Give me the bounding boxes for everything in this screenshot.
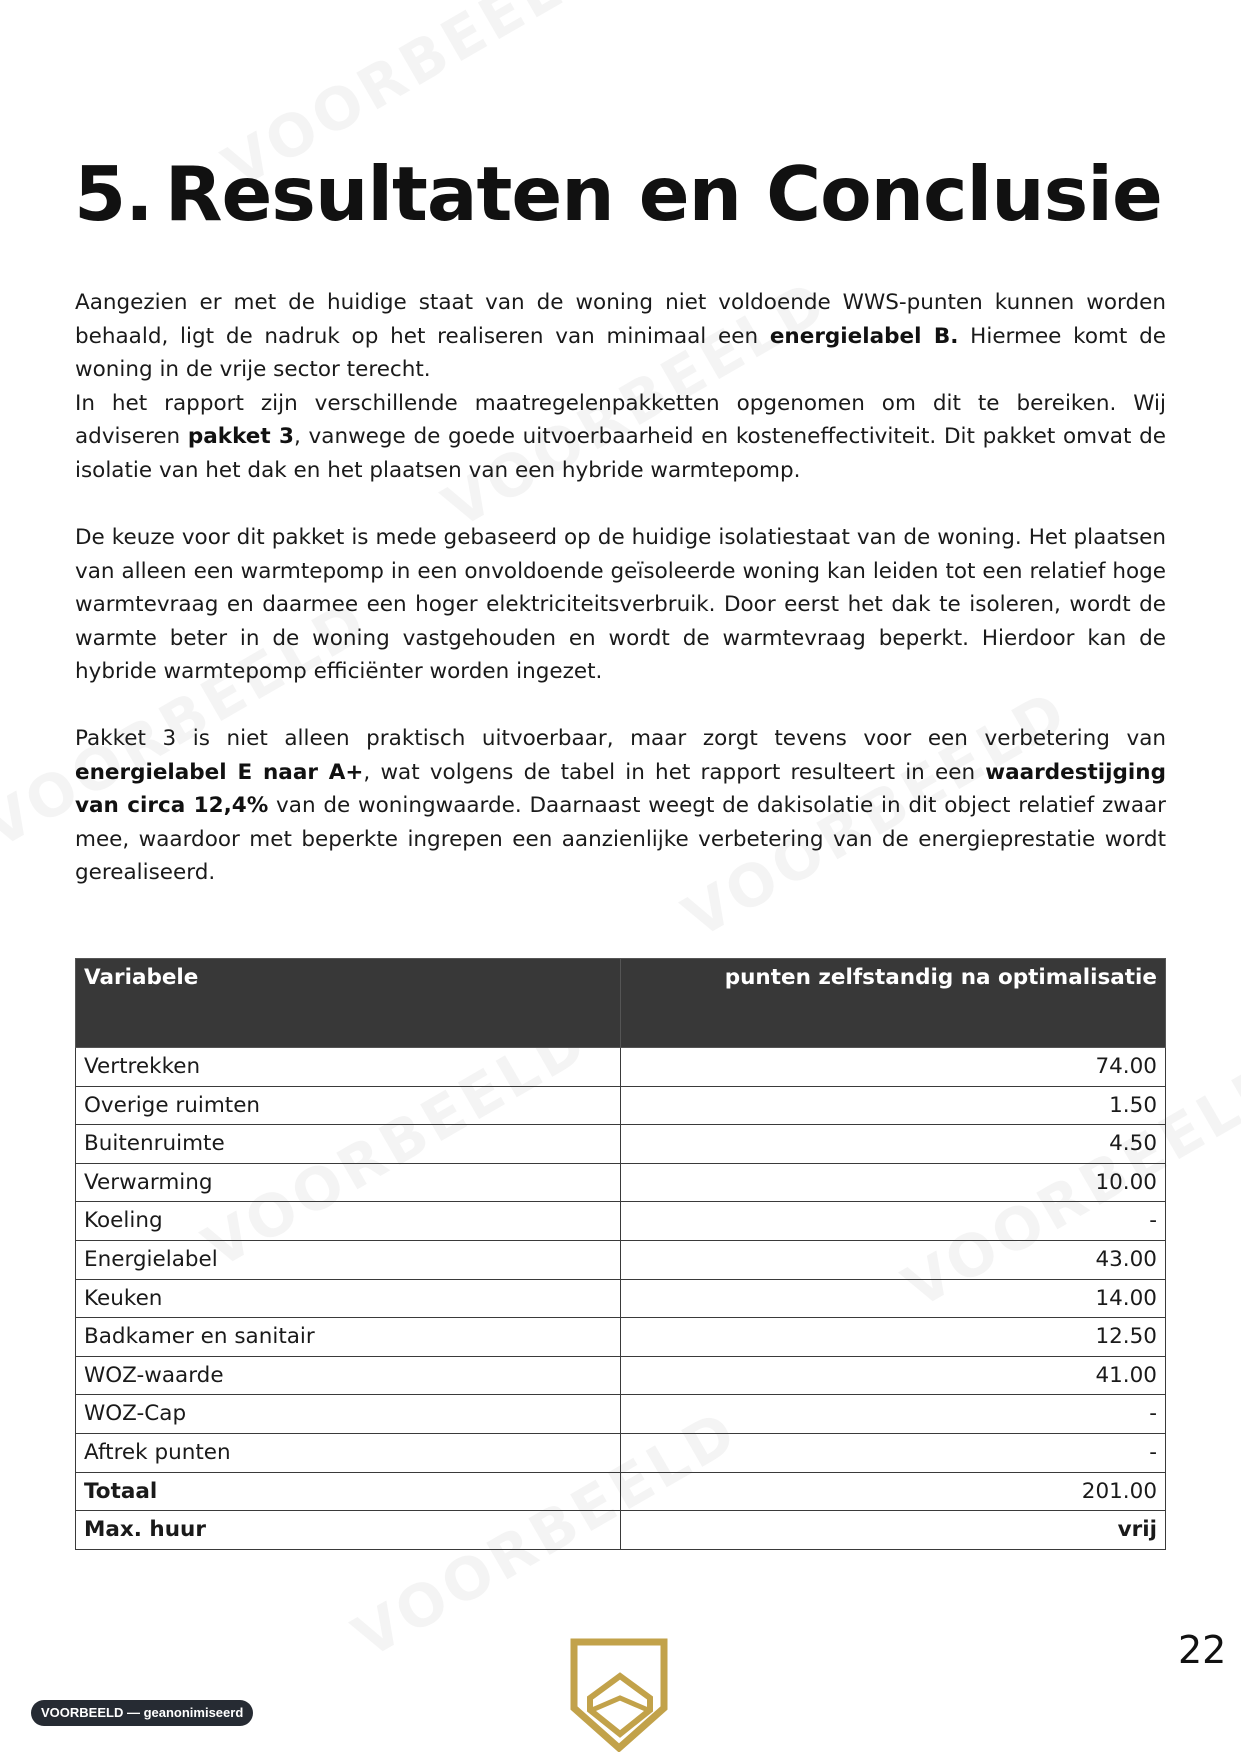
table-row — [76, 1086, 1166, 1125]
table-row — [76, 1511, 1166, 1550]
paragraph-text: Aangezien er met de huidige staat van de woning niet voldoende WWS-punten kunnen worden behaald, ligt de nadruk op het realiseren van minimaal een — [75, 290, 1166, 349]
paragraph-rationale: De keuze voor dit pakket is mede gebaseerd op de huidige isolatiestaat van de woning. Het plaatsen van alleen een warmtepomp in een onvoldoende geïsoleerde woning kan leiden tot een relatief hoge warmtevraag en daarmee een hoger elektriciteitsverbruik. Door eerst het dak te isoleren, wordt de warmte beter in de woning vastgehouden en wordt de warmtevraag beperkt. Hierdoor kan de hybride warmtepomp efficiënter worden ingezet. — [75, 525, 1166, 685]
table-row — [76, 1433, 1166, 1472]
table-row — [76, 1202, 1166, 1241]
table-row — [76, 1279, 1166, 1318]
row-label: Overige ruimten — [76, 1086, 621, 1125]
table-header-row — [76, 959, 1166, 1048]
row-label: WOZ-waarde — [76, 1356, 621, 1395]
paragraph-text: Hiermee komt de woning in de vrije sector terecht. — [75, 323, 1166, 383]
row-value: 74.00 — [621, 1048, 1166, 1087]
column-header-punten: punten zelfstandig na optimalisatie — [621, 959, 1166, 1048]
page-number: 22 — [1178, 1628, 1227, 1672]
paragraph-intro — [75, 286, 1166, 488]
table-body — [76, 1048, 1166, 1550]
row-value: 4.50 — [621, 1125, 1166, 1164]
row-label: WOZ-Cap — [76, 1395, 621, 1434]
row-label: Badkamer en sanitair — [76, 1318, 621, 1357]
row-label: Keuken — [76, 1279, 621, 1318]
paragraph-emphasis: waardestijging van circa 12,4% — [75, 759, 1166, 819]
row-value: 14.00 — [621, 1279, 1166, 1318]
row-value: 41.00 — [621, 1356, 1166, 1395]
row-value: 12.50 — [621, 1318, 1166, 1357]
status-badge: VOORBEELD — geanonimiseerd — [31, 1700, 253, 1726]
row-value: 1.50 — [621, 1086, 1166, 1125]
row-label: Aftrek punten — [76, 1433, 621, 1472]
paragraph-conclusion — [75, 722, 1166, 890]
row-label: Energielabel — [76, 1240, 621, 1279]
paragraph-text: van de woningwaarde. Daarnaast weegt de dakisolatie in dit object relatief zwaar mee, waardoor met beperkte ingrepen een aanzienlijke verbetering van de energieprestatie wordt gerealiseerd. — [75, 793, 1167, 886]
paragraph-text: In het rapport zijn verschillende maatregelenpakketten opgenomen om dit te bereiken. Wij adviseren — [75, 390, 1166, 450]
paragraph-text: , wat volgens de tabel in het rapport resulteert in een — [363, 759, 986, 785]
row-value: - — [621, 1202, 1166, 1241]
row-value: - — [621, 1395, 1166, 1434]
column-header-variabele: Variabele — [76, 959, 621, 1048]
row-label: Vertrekken — [76, 1048, 621, 1087]
row-value: 201.00 — [621, 1472, 1166, 1511]
row-value: - — [621, 1433, 1166, 1472]
page-title — [74, 150, 1162, 238]
row-label: Koeling — [76, 1202, 621, 1241]
row-value: 43.00 — [621, 1240, 1166, 1279]
table-row — [76, 1163, 1166, 1202]
paragraph-text: , vanwege de goede uitvoerbaarheid en kosteneffectiviteit. Dit pakket omvat de isolatie van het dak en het plaatsen van een hybride warmtepomp. — [75, 424, 1166, 483]
row-value: 10.00 — [621, 1163, 1166, 1202]
paragraph-emphasis: energielabel B. — [769, 323, 959, 349]
table-row — [76, 1395, 1166, 1434]
paragraph-emphasis: pakket 3 — [187, 424, 294, 450]
wws-points-table — [75, 958, 1166, 1550]
table-row — [76, 1318, 1166, 1357]
table-row — [76, 1240, 1166, 1279]
section-title: Resultaten en Conclusie — [164, 150, 1162, 238]
table-row — [76, 1472, 1166, 1511]
paragraph-text: Pakket 3 is niet alleen praktisch uitvoerbaar, maar zorgt tevens voor een verbetering van — [75, 726, 1166, 751]
shield-logo-icon — [570, 1638, 668, 1752]
row-label: Buitenruimte — [76, 1125, 621, 1164]
table-row — [76, 1048, 1166, 1087]
row-label: Totaal — [76, 1472, 621, 1511]
row-value: vrij — [621, 1511, 1166, 1550]
table-row — [76, 1125, 1166, 1164]
paragraph-emphasis: energielabel E naar A+ — [75, 759, 364, 785]
row-label: Verwarming — [76, 1163, 621, 1202]
table-row — [76, 1356, 1166, 1395]
row-label: Max. huur — [76, 1511, 621, 1550]
section-number: 5. — [74, 150, 153, 238]
